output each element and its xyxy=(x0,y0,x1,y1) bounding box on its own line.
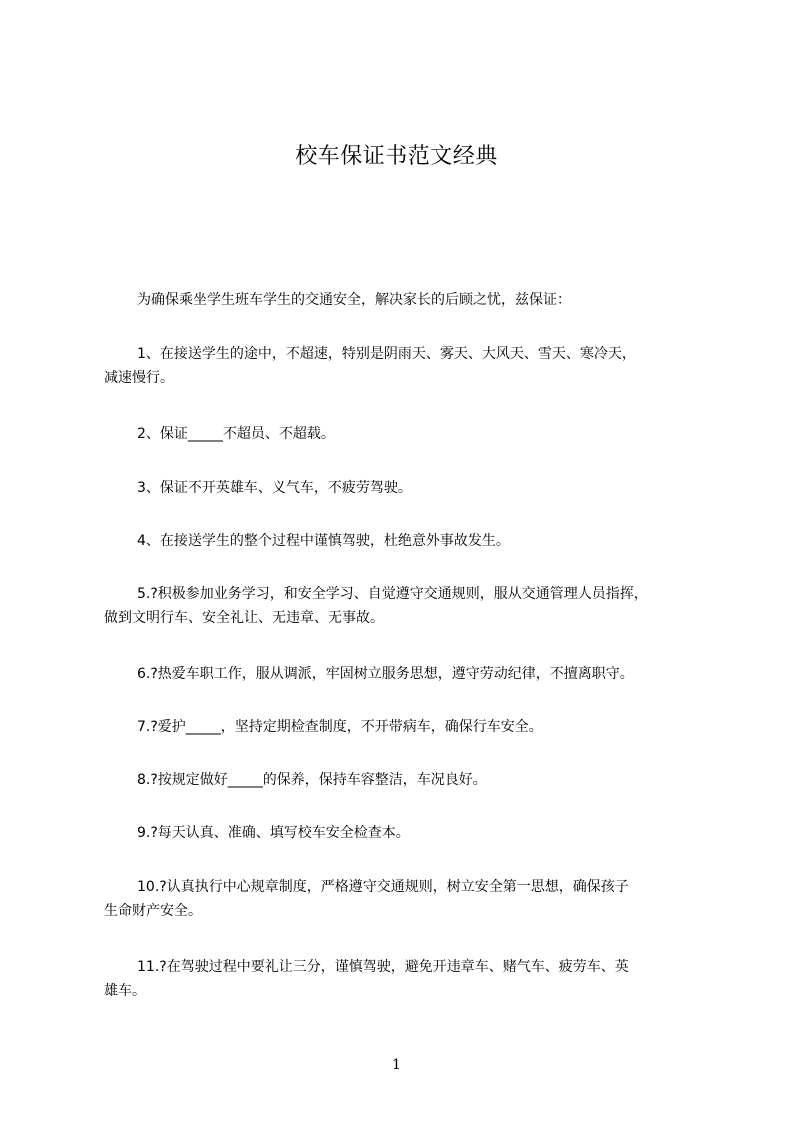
list-item-line: 8.?按规定做好_____的保养，保持车容整洁，车况良好。 xyxy=(137,772,487,788)
list-item-line: 9.?每天认真、准确、填写校车安全检查本。 xyxy=(137,825,410,841)
list-item xyxy=(104,955,704,1003)
list-item xyxy=(104,875,704,923)
list-item xyxy=(104,582,704,630)
list-item xyxy=(104,768,704,792)
list-item-line: 11.?在驾驶过程中要礼让三分，谨慎驾驶，避免开违章车、赌气车、疲劳车、英 xyxy=(137,959,629,975)
list-item-continuation: 做到文明行车、安全礼让、无违章、无事故。 xyxy=(104,610,384,626)
list-item-line: 3、保证不开英雄车、义气车，不疲劳驾驶。 xyxy=(137,480,412,496)
list-item-line: 1、在接送学生的途中，不超速，特别是阴雨天、雾天、大风天、雪天、寒冷天， xyxy=(137,346,636,362)
list-item-line: 4、在接送学生的整个过程中谨慎驾驶，杜绝意外事故发生。 xyxy=(137,533,510,549)
list-item-continuation: 雄车。 xyxy=(104,983,146,999)
intro-paragraph: 为确保乘坐学生班车学生的交通安全，解决家长的后顾之忧，兹保证： xyxy=(137,292,571,308)
list-item xyxy=(104,529,704,553)
page-number: 1 xyxy=(392,1057,401,1073)
list-item-line: 2、保证_____不超员、不超载。 xyxy=(137,426,335,442)
list-item-continuation: 减速慢行。 xyxy=(104,370,174,386)
list-item xyxy=(104,342,704,390)
list-item-line: 10.?认真执行中心规章制度，严格遵守交通规则，树立安全第一思想，确保孩子 xyxy=(137,879,629,895)
list-item xyxy=(104,476,704,500)
list-item-continuation: 生命财产安全。 xyxy=(104,903,202,919)
list-item xyxy=(104,715,704,739)
list-item xyxy=(104,662,704,686)
list-item xyxy=(104,422,704,446)
document-title: 校车保证书范文经典 xyxy=(295,144,498,169)
list-item-line: 7.?爱护_____，坚持定期检查制度，不开带病车，确保行车安全。 xyxy=(137,719,543,735)
list-item-line: 6.?热爱车职工作，服从调派，牢固树立服务思想，遵守劳动纪律，不擅离职守。 xyxy=(137,666,634,682)
list-item xyxy=(104,821,704,845)
list-item-line: 5.?积极参加业务学习，和安全学习、自觉遵守交通规则，服从交通管理人员指挥， xyxy=(137,586,648,602)
